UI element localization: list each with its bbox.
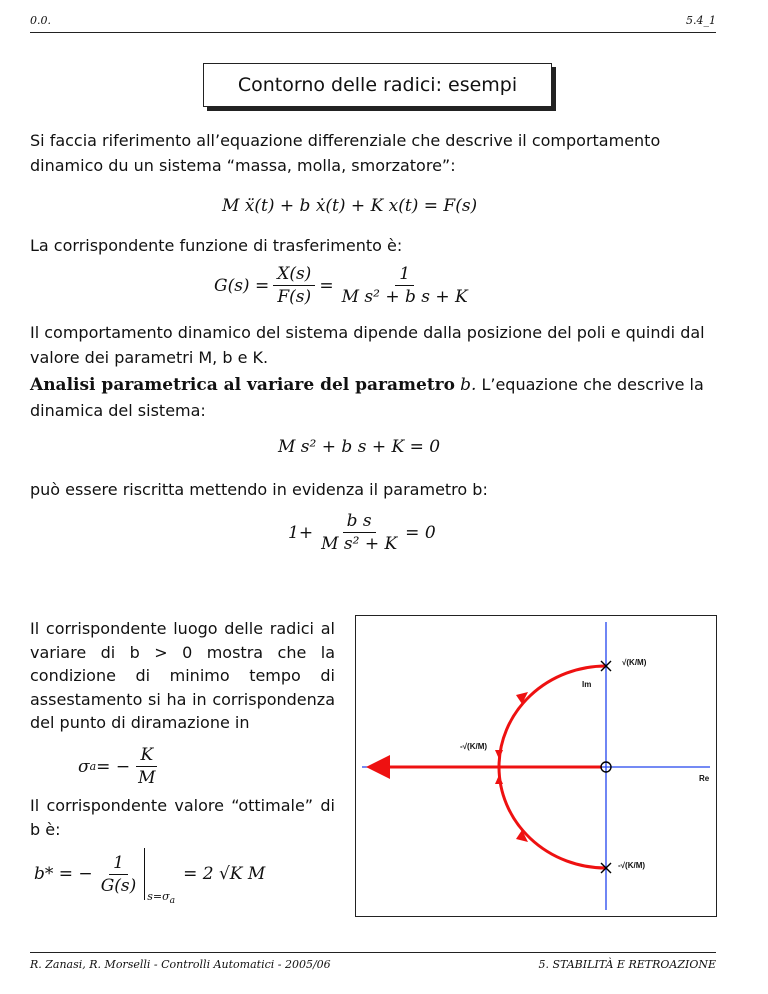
footer-left: R. Zanasi, R. Morselli - Controlli Automatici - 2005/06 bbox=[30, 958, 331, 971]
equation-sigma-a bbox=[78, 744, 160, 789]
locus-paragraph: Il corrispondente luogo delle radici al variare di b > 0 mostra che la condizione di minimo tempo di assestamento si ha in corrispondenza del punto di diramazione in bbox=[30, 619, 335, 732]
label-bottom-value: -√(K/M) bbox=[618, 861, 646, 870]
eq6-den: G(s) bbox=[100, 875, 137, 896]
locus-lower-arc bbox=[499, 767, 606, 868]
arrow-upper-branch bbox=[495, 750, 503, 759]
equation-root-contour bbox=[288, 510, 436, 555]
eq2-frac2-den: M s² + b s + K bbox=[341, 287, 468, 307]
eq6-num: 1 bbox=[109, 852, 128, 875]
eq5-sub: a bbox=[89, 760, 97, 773]
header-right: 5.4_1 bbox=[686, 14, 716, 27]
eq4-num: b s bbox=[343, 510, 376, 533]
analysis-heading: Analisi parametrica al variare del parametro bbox=[30, 375, 455, 395]
footer-right: 5. STABILITÀ E RETROAZIONE bbox=[538, 958, 716, 971]
eq4-rhs: = 0 bbox=[405, 522, 436, 543]
equation-motion: M ẍ(t) + b ẋ(t) + K x(t) = F(s) bbox=[222, 196, 478, 216]
analysis-rest: L’equazione che descrive la dinamica del sistema: bbox=[30, 375, 704, 420]
label-re: Re bbox=[699, 774, 710, 783]
transfer-paragraph: La corrispondente funzione di trasferimento è: bbox=[30, 236, 403, 255]
eq5-lhs: σ bbox=[78, 756, 90, 777]
page-title: Contorno delle radici: esempi bbox=[203, 63, 552, 107]
eq2-lhs: G(s) = bbox=[214, 275, 270, 296]
rewrite-paragraph: può essere riscritta mettendo in evidenza il parametro b: bbox=[30, 480, 488, 499]
eq2-frac1-num: X(s) bbox=[273, 263, 315, 286]
eq5-num: K bbox=[136, 744, 157, 767]
arrow-lower-branch bbox=[495, 775, 503, 784]
equation-characteristic: M s² + b s + K = 0 bbox=[278, 437, 441, 457]
root-locus-figure bbox=[355, 615, 717, 917]
eq2-equals: = bbox=[319, 275, 334, 296]
eq6-eval-bar bbox=[144, 848, 145, 900]
header-left: 0.0. bbox=[30, 14, 51, 27]
header-rule bbox=[30, 32, 716, 33]
eq5-den: M bbox=[138, 768, 156, 788]
label-branch-point: -√(K/M) bbox=[460, 742, 488, 751]
dynamics-paragraph: Il comportamento dinamico del sistema dipende dalla posizione del poli e quindi dal valore dei parametri M, b e K. bbox=[30, 323, 705, 367]
label-im: Im bbox=[582, 680, 592, 689]
equation-b-star bbox=[34, 848, 266, 906]
root-locus-svg bbox=[356, 616, 716, 916]
eq6-rhs: = 2 √K M bbox=[183, 864, 266, 884]
label-top-value: √(K/M) bbox=[622, 658, 647, 667]
intro-paragraph: Si faccia riferimento all’equazione differenziale che descrive il comportamento dinamico du un sistema “massa, molla, smorzatore”: bbox=[30, 131, 661, 175]
analysis-param: b. bbox=[460, 375, 477, 395]
analysis-paragraph bbox=[30, 372, 716, 423]
eq6-lhs: b* = − bbox=[34, 864, 93, 884]
eq2-frac1-den: F(s) bbox=[277, 287, 312, 307]
eq6-eval-sub: a bbox=[169, 895, 176, 906]
footer-rule bbox=[30, 952, 716, 953]
eq6-eval bbox=[147, 890, 175, 906]
eq4-lhs: 1+ bbox=[288, 522, 314, 543]
optimal-paragraph: Il corrispondente valore “ottimale” di b è: bbox=[30, 796, 335, 839]
eq2-frac2-num: 1 bbox=[395, 263, 414, 286]
eq6-eval-text: s=σ bbox=[147, 889, 170, 903]
equation-transfer-function bbox=[214, 263, 472, 308]
eq5-mid: = − bbox=[96, 756, 131, 777]
eq4-den: M s² + K bbox=[321, 534, 398, 554]
